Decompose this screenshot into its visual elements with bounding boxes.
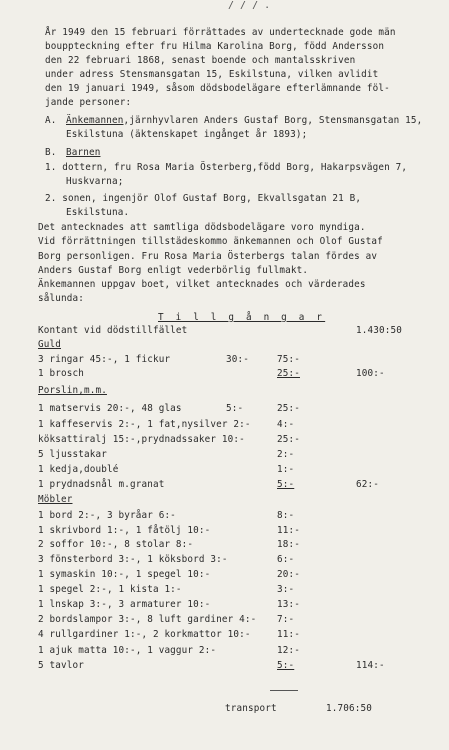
- section-a-text: ,järnhyvlaren Anders Gustaf Borg, Stensmansgatan 15,: [123, 115, 423, 126]
- asset-row-text: 3 ringar 45:-, 1 fickur: [38, 354, 171, 365]
- asset-row-text: 1 symaskin 10:-, 1 spegel 10:-: [38, 569, 211, 580]
- asset-row-value: 13:-: [277, 599, 300, 610]
- note-line: Det antecknades att samtliga dödsbodelägare voro myndiga.: [38, 222, 366, 233]
- transport-total: 1.706:50: [326, 703, 372, 714]
- assets-heading: T i l l g å n g a r: [158, 312, 326, 323]
- header-mark: / / / .: [228, 0, 271, 11]
- asset-row-value: 3:-: [277, 584, 295, 595]
- section-a-line2: Eskilstuna (äktenskapet ingånget år 1893);: [66, 129, 308, 140]
- note-line: Vid förrättningen tillstädeskommo änkemannen och Olof Gustaf: [38, 236, 383, 247]
- subtotal-rule: [270, 690, 298, 691]
- note-line: Borg personligen. Fru Rosa Maria Österbergs talan fördes av: [38, 251, 378, 262]
- asset-row-value: 5:-: [277, 479, 295, 490]
- asset-row-sum: 1.430:50: [356, 325, 402, 336]
- asset-row-text: 4 rullgardiner 1:-, 2 korkmattor 10:-: [38, 629, 251, 640]
- asset-row-value: 75:-: [277, 354, 300, 365]
- asset-row-text: 1 matservis 20:-, 48 glas: [38, 403, 182, 414]
- asset-row-text: 1 kedja,doublé: [38, 464, 119, 475]
- asset-row-value: 5:-: [277, 660, 295, 671]
- asset-row-subvalue: 30:-: [226, 354, 249, 365]
- asset-row-subvalue: 5:-: [226, 403, 244, 414]
- asset-row-value: 11:-: [277, 525, 300, 536]
- asset-row-value: 4:-: [277, 419, 295, 430]
- asset-row-value: 25:-: [277, 368, 300, 379]
- asset-row-text: Guld: [38, 339, 61, 350]
- section-b-item: 1. dottern, fru Rosa Maria Österberg,född Borg, Hakarpsvägen 7,: [45, 162, 408, 173]
- intro-line: den 19 januari 1949, såsom dödsbodelägare efterlämnande föl-: [45, 83, 390, 94]
- asset-row-text: Möbler: [38, 494, 73, 505]
- asset-row-value: 8:-: [277, 510, 295, 521]
- asset-row-value: 25:-: [277, 434, 300, 445]
- asset-row-text: Porslin,m.m.: [38, 385, 107, 396]
- asset-row-text: 2 soffor 10:-, 8 stolar 8:-: [38, 539, 194, 550]
- asset-row-value: 25:-: [277, 403, 300, 414]
- section-a-letter: A.: [45, 115, 57, 126]
- asset-row-text: 5 tavlor: [38, 660, 84, 671]
- section-a-label: Änkemannen: [66, 115, 124, 126]
- note-line: Änkemannen uppgav boet, vilket antecknades och värderades: [38, 279, 366, 290]
- intro-line: under adress Stensmansgatan 15, Eskilstuna, vilken avlidit: [45, 69, 379, 80]
- asset-row-text: 2 bordslampor 3:-, 8 luft gardiner 4:-: [38, 614, 257, 625]
- note-line: sålunda:: [38, 293, 84, 304]
- asset-row-text: Kontant vid dödstillfället: [38, 325, 188, 336]
- asset-row-sum: 114:-: [356, 660, 385, 671]
- asset-row-value: 11:-: [277, 629, 300, 640]
- asset-row-text: köksattiralj 15:-,prydnadssaker 10:-: [38, 434, 245, 445]
- asset-row-text: 1 skrivbord 1:-, 1 fåtölj 10:-: [38, 525, 211, 536]
- asset-row-value: 18:-: [277, 539, 300, 550]
- asset-row-sum: 100:-: [356, 368, 385, 379]
- asset-row-text: 1 prydnadsnål m.granat: [38, 479, 165, 490]
- asset-row-value: 20:-: [277, 569, 300, 580]
- asset-row-value: 1:-: [277, 464, 295, 475]
- section-b-item: Huskvarna;: [66, 176, 124, 187]
- note-line: Anders Gustaf Borg enligt vederbörlig fullmakt.: [38, 265, 309, 276]
- asset-row-text: 5 ljusstakar: [38, 449, 107, 460]
- asset-row-text: 3 fönsterbord 3:-, 1 köksbord 3:-: [38, 554, 228, 565]
- intro-line: den 22 februari 1868, senast boende och mantalsskriven: [45, 55, 356, 66]
- asset-row-text: 1 kaffeservis 2:-, 1 fat,nysilver 2:-: [38, 419, 251, 430]
- asset-row-text: 1 spegel 2:-, 1 kista 1:-: [38, 584, 182, 595]
- section-b-item: 2. sonen, ingenjör Olof Gustaf Borg, Ekvallsgatan 21 B,: [45, 193, 362, 204]
- asset-row-value: 6:-: [277, 554, 295, 565]
- asset-row-text: 1 bord 2:-, 3 byråar 6:-: [38, 510, 176, 521]
- asset-row-text: 1 brosch: [38, 368, 84, 379]
- intro-line: År 1949 den 15 februari förrättades av undertecknade gode män: [45, 27, 396, 38]
- asset-row-sum: 62:-: [356, 479, 379, 490]
- section-b-letter: B.: [45, 147, 57, 158]
- section-b-label: Barnen: [66, 147, 101, 158]
- asset-row-text: 1 lnskap 3:-, 3 armaturer 10:-: [38, 599, 211, 610]
- section-b-item: Eskilstuna.: [66, 207, 130, 218]
- asset-row-text: 1 ajuk matta 10:-, 1 vaggur 2:-: [38, 645, 217, 656]
- asset-row-value: 7:-: [277, 614, 295, 625]
- section-a-line1: [66, 115, 422, 126]
- intro-line: bouppteckning efter fru Hilma Karolina Borg, född Andersson: [45, 41, 385, 52]
- intro-line: jande personer:: [45, 97, 132, 108]
- asset-row-value: 2:-: [277, 449, 295, 460]
- asset-row-value: 12:-: [277, 645, 300, 656]
- transport-label: transport: [225, 703, 277, 714]
